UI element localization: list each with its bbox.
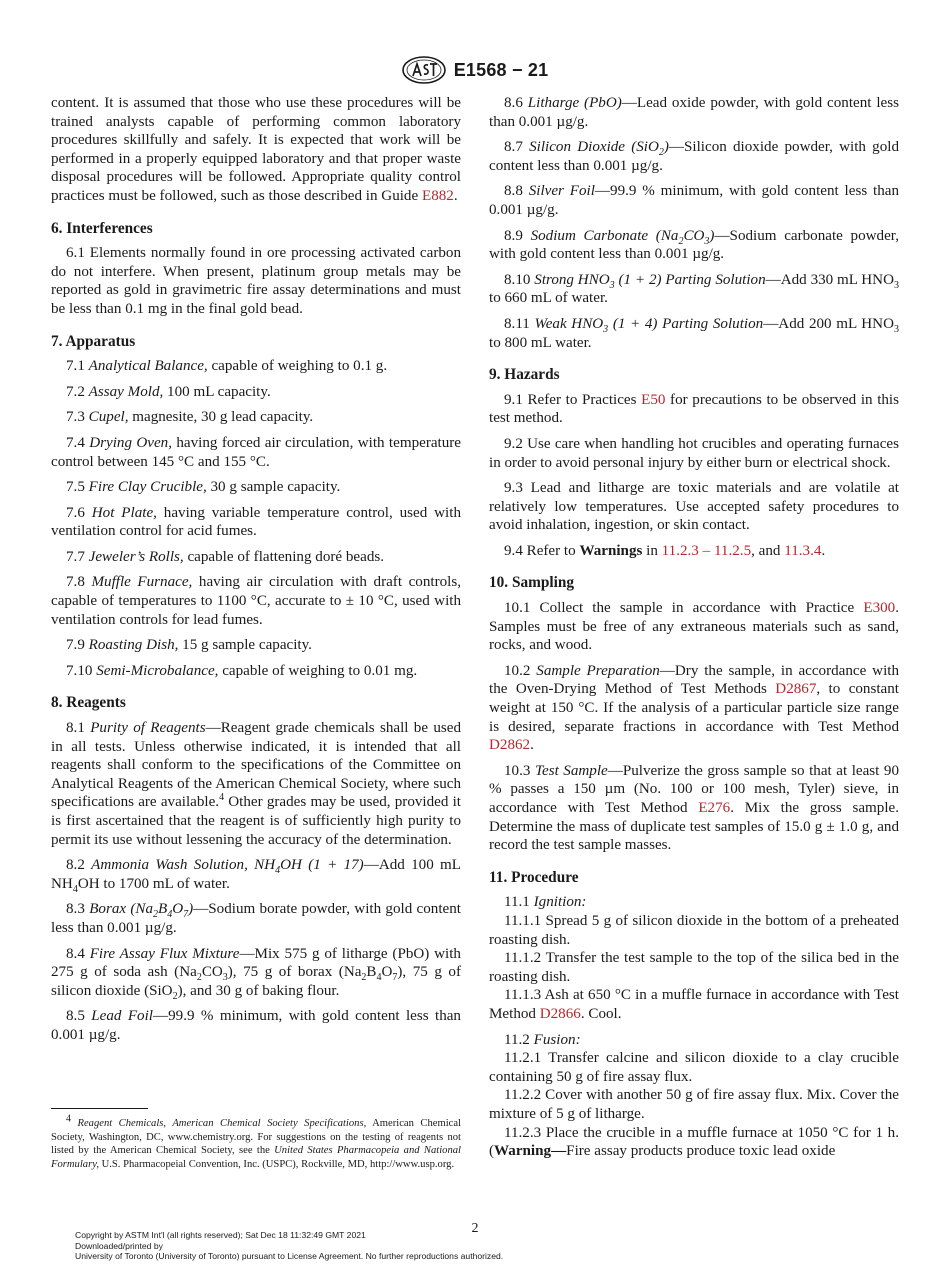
- item-number: 10.2: [504, 662, 531, 679]
- ref-link-e50[interactable]: E50: [641, 391, 666, 408]
- text: Ammonia Wash Solution, NH: [91, 857, 276, 874]
- text: B: [366, 964, 377, 981]
- text: O: [381, 964, 393, 981]
- footnote-marker: 4: [219, 792, 225, 804]
- item-number: 8.5: [66, 1008, 85, 1025]
- text: 10.1 Collect the sample in accordance with Practice: [504, 600, 864, 617]
- text: —Silicon dioxide powder, with gold content less than 0.001 µg/g.: [489, 139, 899, 174]
- item-term: [89, 901, 194, 921]
- text: .: [821, 542, 826, 559]
- item-number: 11.2: [504, 1031, 530, 1048]
- ref-link-d2862[interactable]: D2862: [489, 737, 531, 754]
- item-term: Fusion:: [533, 1031, 581, 1048]
- text: CO: [683, 227, 705, 244]
- item-number: 8.2: [66, 857, 85, 874]
- item-desc: capable of weighing to 0.01 mg.: [218, 662, 418, 679]
- text: United States Pharmacopeia and National Formulary,: [51, 1145, 461, 1171]
- item-term: Fire Clay Crucible,: [88, 479, 207, 496]
- text: OH to 1700 mL of water.: [77, 875, 230, 892]
- text: 11.1.3 Ash at 650 °C in a muffle furnace in accordance with Test Method: [489, 987, 899, 1022]
- right-column: [489, 94, 899, 1161]
- subscript: 3: [603, 323, 609, 335]
- intro-paragraph: [51, 94, 461, 206]
- text: ): [663, 139, 669, 156]
- text: B: [158, 901, 168, 918]
- text: ), 75 g of borax (Na: [227, 964, 362, 981]
- paragraph-9-2: 9.2 Use care when handling hot crucibles and operating furnaces in order to avoid personal injury by either burn or electrical shock.: [489, 435, 899, 471]
- item-number: 7.5: [66, 479, 85, 496]
- copyright-line: Downloaded/printed by: [75, 1240, 163, 1251]
- item-number: 7.9: [66, 637, 85, 654]
- footnote-rule: [51, 1108, 148, 1109]
- item-desc: 15 g sample capacity.: [178, 637, 312, 654]
- apparatus-item: [51, 573, 461, 629]
- item-number: 11.1: [504, 894, 530, 911]
- copyright-notice: [75, 1230, 875, 1262]
- item-number: 8.8: [504, 183, 523, 200]
- apparatus-item: [51, 478, 461, 497]
- page-header: [0, 56, 950, 84]
- ref-link-e882[interactable]: E882: [421, 187, 454, 204]
- item-term: Jeweler’s Rolls,: [88, 548, 184, 565]
- paragraph-8-11: [489, 315, 899, 352]
- paragraph-11-1-1: 11.1.1 Spread 5 g of silicon dioxide in the bottom of a preheated roasting dish.: [489, 912, 899, 948]
- subscript: 3: [894, 279, 899, 291]
- text: ): [709, 227, 715, 244]
- item-term: Sample Preparation: [536, 662, 660, 679]
- paragraph-6-1: 6.1 Elements normally found in ore processing activated carbon do not interfere. When present, platinum group metals may be reported as gold in gravimetric fire assay determinations and must be less than 0.1 mg in the final gold bead.: [51, 245, 461, 317]
- paragraph-10-3: [489, 762, 899, 855]
- item-number: 7.4: [66, 434, 85, 451]
- item-term: Hot Plate,: [91, 504, 157, 521]
- text: ), 75 g of silicon dioxide (SiO: [51, 964, 461, 999]
- item-desc: having air circulation with draft controls, capable of temperatures to 1100 °C, accurate to ± 10 °C, used with ventilation controls for lead fumes.: [51, 574, 461, 628]
- item-number: 7.3: [66, 409, 85, 426]
- subscript: 2: [678, 235, 684, 247]
- subscript: 7: [392, 972, 398, 984]
- item-number: 8.9: [504, 227, 523, 244]
- item-term: Assay Mold,: [88, 383, 164, 400]
- subscript: 2: [361, 972, 367, 984]
- text: (1 + 4) Parting Solution: [608, 315, 764, 332]
- apparatus-item: [51, 504, 461, 541]
- section-heading-sampling: 10. Sampling: [489, 574, 575, 592]
- paragraph-8-1: [51, 719, 461, 849]
- text: . Cool.: [580, 1005, 622, 1022]
- text: Other grades may be used, provided it is first ascertained that the reagent is of sufficiently high purity to permit its use without lessening the accuracy of the determination.: [51, 794, 462, 848]
- text: ), and 30 g of baking flour.: [177, 982, 340, 999]
- paragraph-11-1: [489, 893, 899, 912]
- item-term: Analytical Balance,: [88, 358, 208, 375]
- text: for precautions to be observed in this test method.: [489, 391, 900, 427]
- text: . Samples must be free of any extraneous materials such as sand, rocks, and wood.: [489, 600, 899, 654]
- text: .: [530, 737, 534, 754]
- item-term: [529, 139, 669, 159]
- item-number: 7.2: [66, 383, 85, 400]
- item-number: 7.1: [66, 358, 85, 375]
- apparatus-item: [51, 408, 461, 427]
- text: 9.4 Refer to: [504, 542, 580, 559]
- item-term: Lead Foil: [91, 1008, 153, 1025]
- page-number: 2: [471, 1221, 479, 1236]
- text: —Sodium borate powder, with gold content less than 0.001 µg/g.: [51, 901, 461, 936]
- subscript: 2: [196, 972, 202, 984]
- item-desc: magnesite, 30 g lead capacity.: [128, 409, 314, 426]
- apparatus-item: [51, 357, 461, 376]
- paragraph-10-1: [489, 599, 899, 655]
- item-desc: capable of weighing to 0.1 g.: [207, 358, 388, 375]
- item-number: 7.6: [66, 504, 85, 521]
- ref-link-11-2-3[interactable]: 11.2.3 – 11.2.5: [661, 542, 752, 559]
- item-number: 8.4: [66, 945, 85, 962]
- apparatus-item: [51, 548, 461, 567]
- section-heading-reagents: 8. Reagents: [51, 694, 126, 712]
- apparatus-item: [51, 383, 461, 402]
- paragraph-9-1: [489, 391, 899, 428]
- paragraph-11-2-1: 11.2.1 Transfer calcine and silicon dioxide to a clay crucible containing 50 g of fire assay flux.: [489, 1050, 899, 1085]
- subscript: 7: [183, 909, 189, 921]
- apparatus-item: [51, 434, 461, 471]
- ref-link-d2866[interactable]: D2866: [539, 1005, 581, 1022]
- subscript: 3: [894, 323, 899, 335]
- item-desc: having forced air circulation, with temperature control between 145 °C and 155 °C.: [51, 434, 462, 470]
- item-number: 8.3: [66, 901, 85, 918]
- item-term: [91, 857, 364, 877]
- item-term: Ignition:: [533, 894, 587, 911]
- text: to 660 mL of water.: [489, 290, 608, 307]
- footnote: [51, 1113, 461, 1172]
- paragraph-8-9: [489, 227, 899, 264]
- text: Sodium Carbonate (Na: [530, 227, 679, 244]
- paragraph-8-8: [489, 182, 899, 219]
- item-number: 8.7: [504, 139, 523, 156]
- item-desc: capable of flattening doré beads.: [183, 548, 385, 565]
- text: Reagent Chemicals, American Chemical Society Specifications,: [77, 1118, 367, 1129]
- paragraph-8-3: [51, 900, 461, 937]
- text: Fire assay products produce toxic lead oxide: [566, 1143, 836, 1160]
- text: American Chemical Society, Washington, DC, www.chemistry.org. For suggestions on the testing of reagents not listed by the American Chemical Society, see the: [51, 1118, 461, 1157]
- text: —Lead oxide powder, with gold content less than 0.001 µg/g.: [489, 95, 899, 130]
- section-heading-apparatus: 7. Apparatus: [51, 332, 136, 350]
- text: Warning—: [494, 1143, 567, 1160]
- text: Weak HNO: [534, 315, 604, 332]
- copyright-line: Copyright by ASTM Int'l (all rights reserved); Sat Dec 18 11:32:49 GMT 2021: [75, 1230, 366, 1240]
- text: .: [453, 187, 458, 204]
- subscript: 2: [658, 147, 664, 159]
- item-term: Purity of Reagents: [90, 720, 206, 737]
- text: —Add 200 mL HNO: [763, 315, 894, 332]
- item-term: [530, 227, 715, 247]
- paragraph-11-2: [489, 1031, 899, 1050]
- paragraph-11-1-2: 11.1.2 Transfer the test sample to the top of the silica bed in the roasting dish.: [489, 950, 899, 985]
- subscript: 3: [222, 972, 228, 984]
- document-designation: E1568 − 21: [453, 59, 549, 80]
- text: —Mix 575 g of litharge (PbO) with 275 g of soda ash (Na: [51, 945, 461, 981]
- apparatus-item: [51, 662, 461, 681]
- paragraph-9-4: [489, 542, 899, 561]
- subscript: 3: [704, 235, 710, 247]
- subscript: 4: [376, 972, 382, 984]
- text: , and: [751, 542, 785, 559]
- item-number: 7.10: [66, 662, 93, 679]
- item-number: 8.6: [504, 95, 523, 111]
- item-term: Semi-Microbalance,: [96, 662, 219, 679]
- item-number: 8.11: [504, 315, 530, 332]
- subscript: 4: [275, 865, 281, 877]
- text: Strong HNO: [534, 271, 610, 288]
- text: to 800 mL water.: [489, 334, 592, 351]
- item-term: Roasting Dish,: [88, 637, 179, 654]
- text: —Pulverize the gross sample so that at least 90 % passes a 150 µm (No. 100 or 100 mesh, Tyler) sieve, in accordance with Test Method: [489, 762, 900, 816]
- text: —Dry the sample, in accordance with the Oven-Drying Method of Test Methods: [489, 662, 900, 698]
- item-term: Silver Foil: [528, 183, 595, 200]
- footnote-4: [51, 1113, 461, 1172]
- section-heading-interferences: 6. Interferences: [51, 219, 153, 237]
- paragraph-11-2-3: [489, 1124, 899, 1161]
- text: —99.9 % minimum, with gold content less than 0.001 µg/g.: [51, 1008, 461, 1043]
- ref-link-d2867[interactable]: D2867: [775, 681, 817, 698]
- text: content. It is assumed that those who use these procedures will be trained analysts capable of performing common laboratory procedures skillfully and safely. It is expected that work will be performed in a properly equipped laboratory and that proper waste disposal procedures will be followed. Appropriate quality control practices must be followed, such as those described in Guide: [51, 95, 461, 204]
- item-desc: having variable temperature control, used with ventilation control for acid fumes.: [51, 504, 461, 540]
- paragraph-8-7: [489, 138, 899, 175]
- text: , to constant weight at 150 °C. If the analysis of a particular particle size range is desired, separate fractions in accordance with Test Method: [489, 681, 899, 735]
- item-desc: 30 g sample capacity.: [206, 479, 341, 496]
- subscript: 3: [609, 279, 615, 291]
- text: O: [172, 901, 184, 918]
- item-number: 8.10: [504, 271, 531, 288]
- text: 9.1 Refer to Practices: [504, 391, 642, 408]
- text: Warnings: [579, 542, 643, 559]
- text: —99.9 % minimum, with gold content less than 0.001 µg/g.: [489, 183, 900, 218]
- item-number: 7.7: [66, 548, 85, 565]
- ref-link-11-3-4[interactable]: 11.3.4: [784, 542, 822, 559]
- astm-logo-icon: [402, 56, 446, 84]
- paragraph-10-2: [489, 662, 899, 755]
- item-number: 10.3: [504, 762, 531, 779]
- text: 11.2.3 Place the crucible in a muffle furnace at 1050 °C for 1 h. (: [489, 1124, 899, 1160]
- section-heading-procedure: 11. Procedure: [489, 868, 579, 886]
- text: Borax (Na: [89, 901, 154, 918]
- text: (1 + 2) Parting Solution: [614, 271, 766, 288]
- text: U.S. Pharmacopeial Convention, Inc. (USPC), Rockville, MD, http://www.usp.org.: [98, 1159, 455, 1171]
- copyright-line: University of Toronto (University of Toronto) pursuant to License Agreement. No further reproductions authorized.: [75, 1251, 504, 1262]
- item-number: 8.1: [66, 720, 85, 737]
- paragraph-11-2-2: 11.2.2 Cover with another 50 g of fire assay flux. Mix. Cover the mixture of 5 g of litharge.: [489, 1087, 899, 1122]
- item-term: Drying Oven,: [89, 434, 173, 451]
- item-desc: 100 mL capacity.: [163, 383, 271, 400]
- item-term: Litharge (PbO): [527, 95, 622, 111]
- text: in: [642, 542, 662, 559]
- paragraph-8-10: [489, 271, 899, 308]
- text: —Sodium carbonate powder, with gold content less than 0.001 µg/g.: [489, 227, 899, 263]
- paragraph-11-1-3: [489, 986, 899, 1023]
- text: . Mix the gross sample. Determine the mass of duplicate test samples of 15.0 g ± 1.0 g, and record the test sample masses.: [489, 800, 899, 854]
- item-term: Cupel,: [88, 409, 129, 426]
- item-term: Test Sample: [534, 762, 608, 779]
- text: —Add 330 mL HNO: [765, 271, 894, 288]
- apparatus-item: [51, 636, 461, 655]
- text: CO: [201, 964, 223, 981]
- paragraph-8-4: [51, 945, 461, 1001]
- text: Silicon Dioxide (SiO: [529, 139, 659, 156]
- item-number: 7.8: [66, 574, 85, 591]
- paragraph-9-3: 9.3 Lead and litharge are toxic materials and are volatile at relatively low temperatures. Use accepted safety procedures to avoid inhalation, ingestion, or skin contact.: [489, 480, 899, 534]
- subscript: 4: [72, 883, 78, 895]
- ref-link-e300[interactable]: E300: [863, 600, 896, 617]
- paragraph-8-2: [51, 856, 461, 893]
- subscript: 4: [167, 909, 173, 921]
- item-term: [534, 271, 766, 291]
- subscript: 2: [172, 990, 178, 1002]
- ref-link-e276[interactable]: E276: [698, 800, 731, 816]
- text: ): [188, 901, 194, 918]
- text: OH (1 + 17): [280, 857, 364, 874]
- paragraph-8-6: [489, 94, 899, 131]
- item-term: Fire Assay Flux Mixture: [89, 945, 240, 962]
- footnote-number: 4: [66, 1113, 71, 1125]
- subscript: 2: [153, 909, 159, 921]
- text: —Add 100 mL NH: [51, 857, 461, 892]
- section-heading-hazards: 9. Hazards: [489, 366, 560, 384]
- paragraph-8-5: [51, 1007, 461, 1044]
- left-column: [51, 94, 461, 1052]
- item-term: Muffle Furnace,: [91, 574, 193, 591]
- item-term: [534, 315, 764, 335]
- text: —Reagent grade chemicals shall be used in all tests. Unless otherwise indicated, it is intended that all reagents shall conform to the specifications of the Committee on Analytical Reagents of the American Chemical Society, where such specifications are available.: [51, 720, 461, 811]
